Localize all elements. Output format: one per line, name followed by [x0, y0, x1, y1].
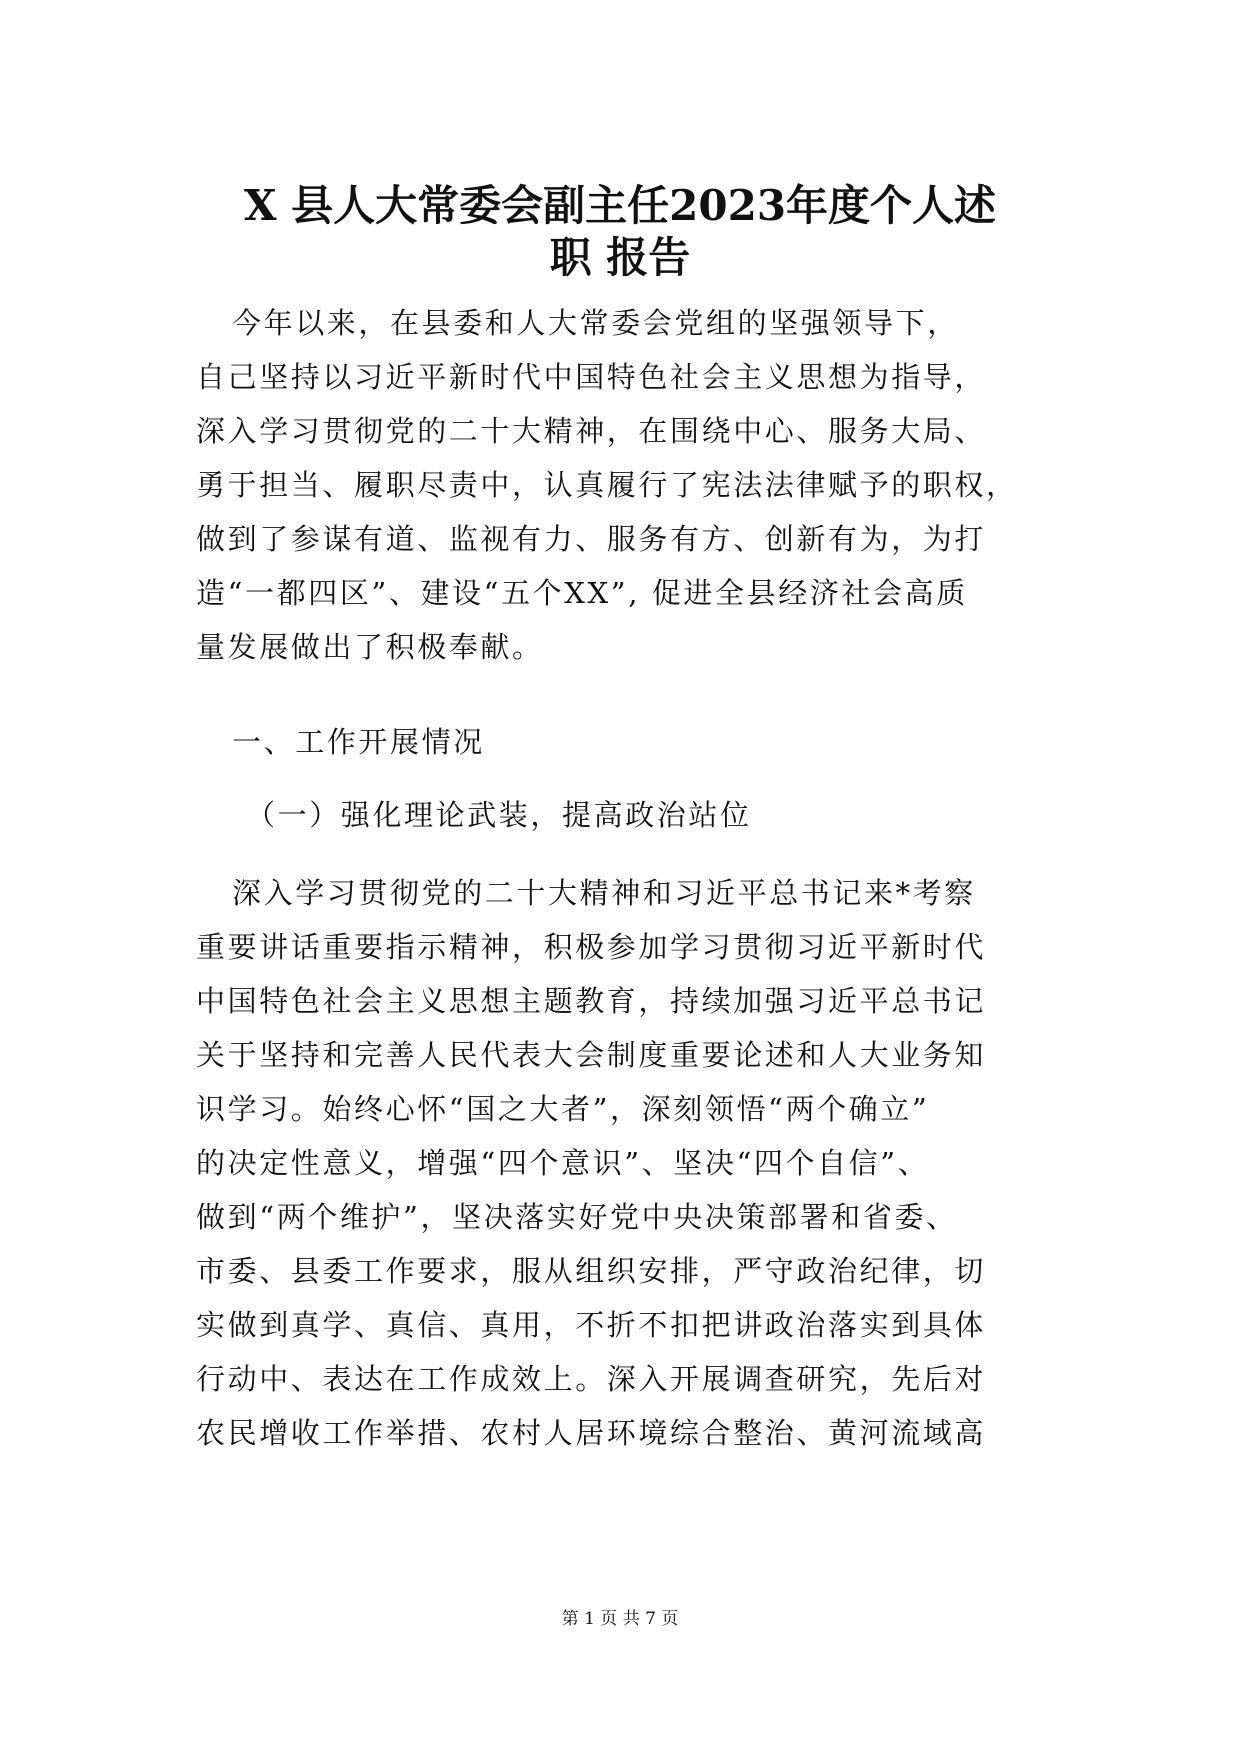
body-line-5: 做到了参谋有道、监视有力、服务有方、创新有为，为打	[196, 522, 987, 556]
body-line-3: 深入学习贯彻党的二十大精神，在围绕中心、服务大局、	[196, 414, 987, 448]
body-line-18: 实做到真学、真信、真用，不折不扣把讲政治落实到具体	[196, 1308, 987, 1342]
body-line-20: 农民增收工作举措、农村人居环境综合整治、黄河流域高	[196, 1416, 987, 1450]
document-title-line-2: 职 报告	[549, 233, 691, 282]
body-line-12: 中国特色社会主义思想主题教育，持续加强习近平总书记	[196, 984, 987, 1018]
body-line-14: 识学习。始终心怀“国之大者”，深刻领悟“两个确立”	[196, 1092, 930, 1126]
body-line-4: 勇于担当、履职尽责中，认真履行了宪法法律赋予的职权，	[196, 468, 1018, 502]
body-line-6: 造“一都四区”、建设“五个XX”, 促进全县经济社会高质	[196, 576, 968, 610]
body-line-2: 自己坚持以习近平新时代中国特色社会主义思想为指导，	[196, 360, 987, 394]
body-line-19: 行动中、表达在工作成效上。深入开展调查研究，先后对	[196, 1362, 987, 1396]
body-line-16: 做到“两个维护”，坚决落实好党中央决策部署和省委、	[196, 1200, 958, 1234]
body-line-15: 的决定性意义，增强“四个意识”、坚决“四个自信”、	[196, 1146, 930, 1180]
body-line-11: 重要讲话重要指示精神，积极参加学习贯彻习近平新时代	[196, 930, 987, 964]
section-heading: 一、工作开展情况	[232, 725, 485, 759]
body-line-13: 关于坚持和完善人民代表大会制度重要论述和人大业务知	[196, 1038, 987, 1072]
body-line-1: 今年以来，在县委和人大常委会党组的坚强领导下，	[232, 306, 959, 340]
page-footer: 第 1 页 共 7 页	[561, 1609, 679, 1629]
subsection-heading: （一）强化理论武装，提高政治站位	[246, 798, 752, 832]
body-line-17: 市委、县委工作要求，服从组织安排，严守政治纪律，切	[196, 1254, 987, 1288]
body-line-10: 深入学习贯彻党的二十大精神和习近平总书记来*考察	[232, 876, 976, 910]
document-title-line-1: X 县人大常委会副主任2023年度个人述	[243, 181, 997, 230]
body-line-7: 量发展做出了积极奉献。	[196, 630, 544, 664]
